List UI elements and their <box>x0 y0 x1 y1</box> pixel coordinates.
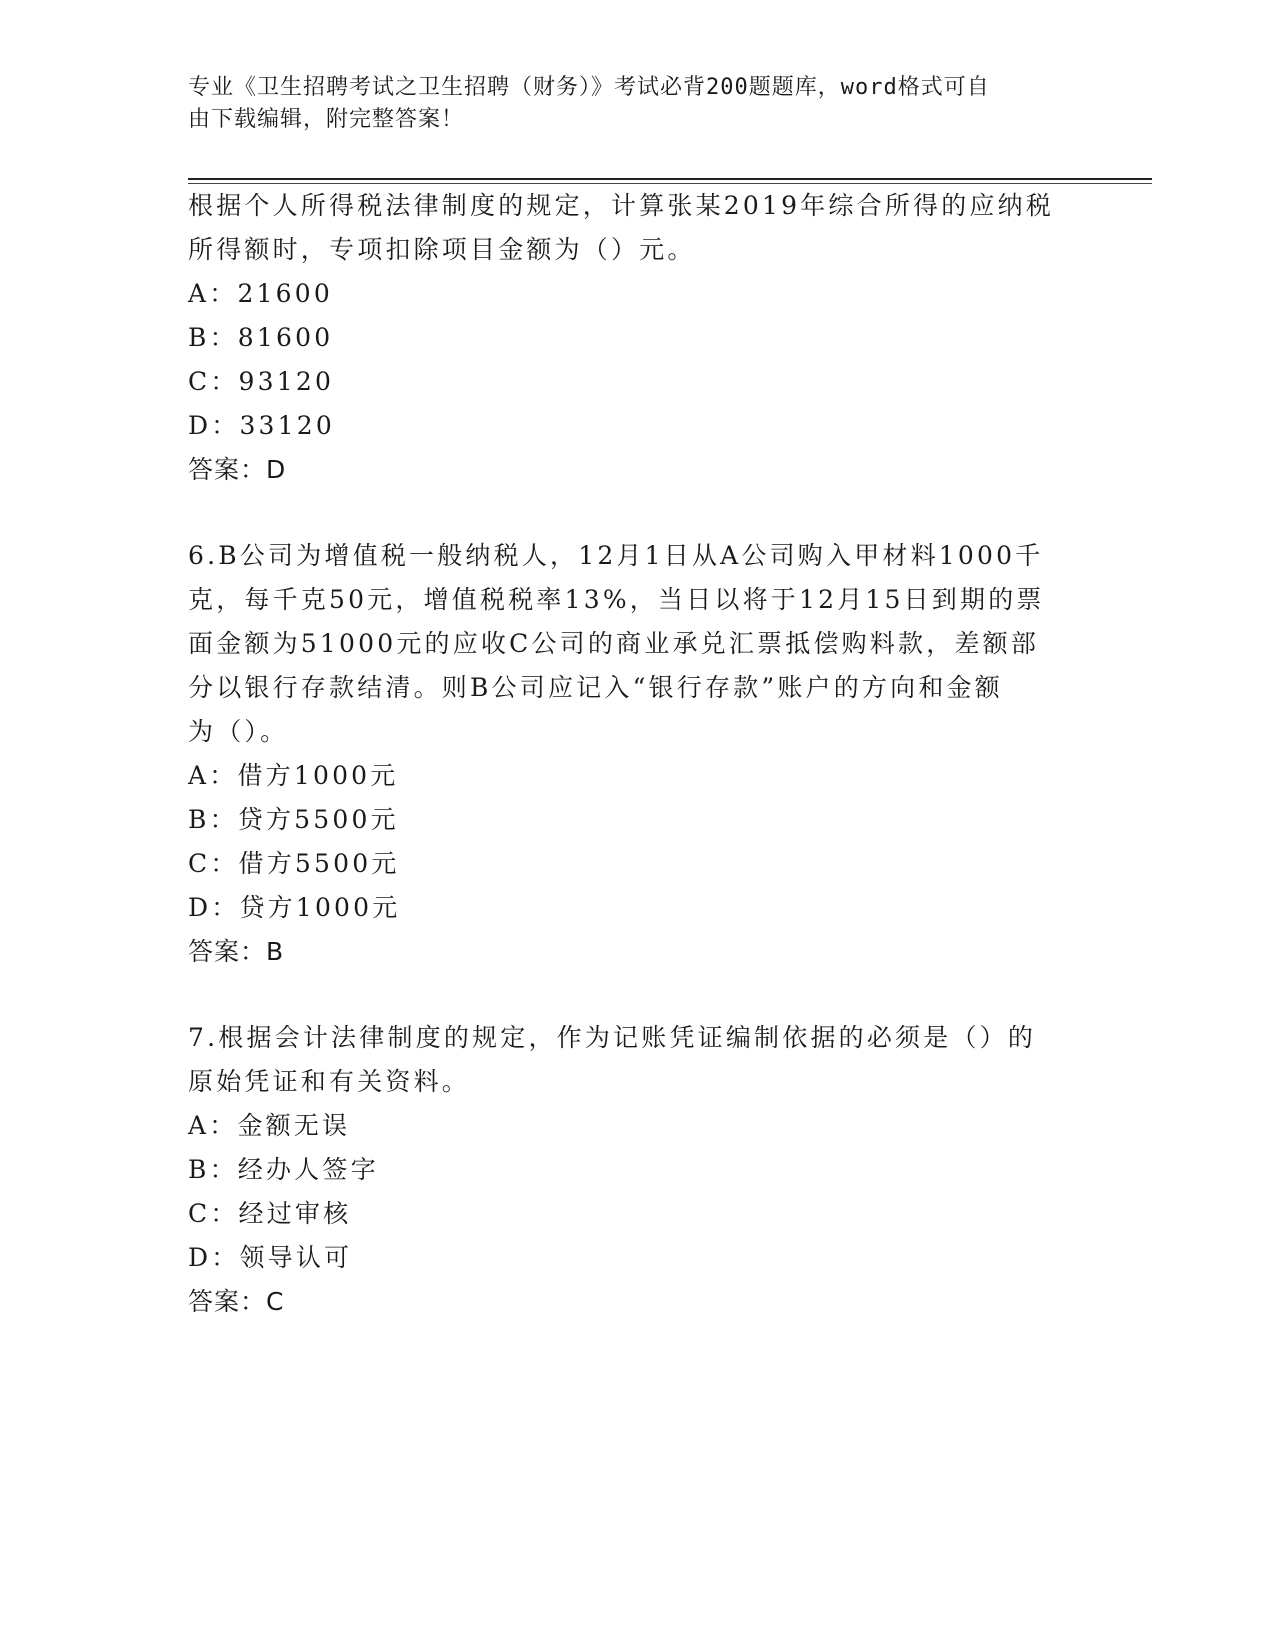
answer-line: 答案：D <box>188 455 287 484</box>
option-b: B：经办人签字 <box>188 1155 379 1184</box>
header-divider-thin <box>188 183 1152 184</box>
option-b: B：贷方5500元 <box>188 805 399 834</box>
question-stem-line: 6.B公司为增值税一般纳税人，12月1日从A公司购入甲材料1000千 <box>188 541 1044 570</box>
document-header <box>188 72 1068 136</box>
question-stem-line: 7.根据会计法律制度的规定，作为记账凭证编制依据的必须是（）的 <box>188 1023 1037 1052</box>
question-stem-line: 所得额时，专项扣除项目金额为（）元。 <box>188 235 696 264</box>
question-stem-line: 分以银行存款结清。则B公司应记入“银行存款”账户的方向和金额 <box>188 673 1003 702</box>
header-line-1: 专业《卫生招聘考试之卫生招聘（财务）》考试必背200题题库，word格式可自 <box>188 75 990 100</box>
option-a: A：金额无误 <box>188 1111 351 1140</box>
answer-line: 答案：B <box>188 937 285 966</box>
question-stem-line: 面金额为51000元的应收C公司的商业承兑汇票抵偿购料款，差额部 <box>188 629 1040 658</box>
question-stem-line: 原始凭证和有关资料。 <box>188 1067 471 1096</box>
option-a: A：借方1000元 <box>188 761 399 790</box>
option-d: D：33120 <box>188 411 335 440</box>
question-stem-line: 克，每千克50元，增值税税率13%，当日以将于12月15日到期的票 <box>188 585 1045 614</box>
question-stem-line: 根据个人所得税法律制度的规定，计算张某2019年综合所得的应纳税 <box>188 191 1055 220</box>
question-stem-line: 为（）。 <box>188 717 289 746</box>
option-a: A：21600 <box>188 279 333 308</box>
option-c: C：经过审核 <box>188 1199 352 1228</box>
header-divider-thick <box>188 178 1152 180</box>
option-b: B：81600 <box>188 323 334 352</box>
answer-line: 答案：C <box>188 1287 285 1316</box>
option-d: D：贷方1000元 <box>188 893 401 922</box>
option-c: C：93120 <box>188 367 335 396</box>
option-c: C：借方5500元 <box>188 849 400 878</box>
header-line-2: 由下载编辑，附完整答案！ <box>188 107 465 132</box>
option-d: D：领导认可 <box>188 1243 353 1272</box>
